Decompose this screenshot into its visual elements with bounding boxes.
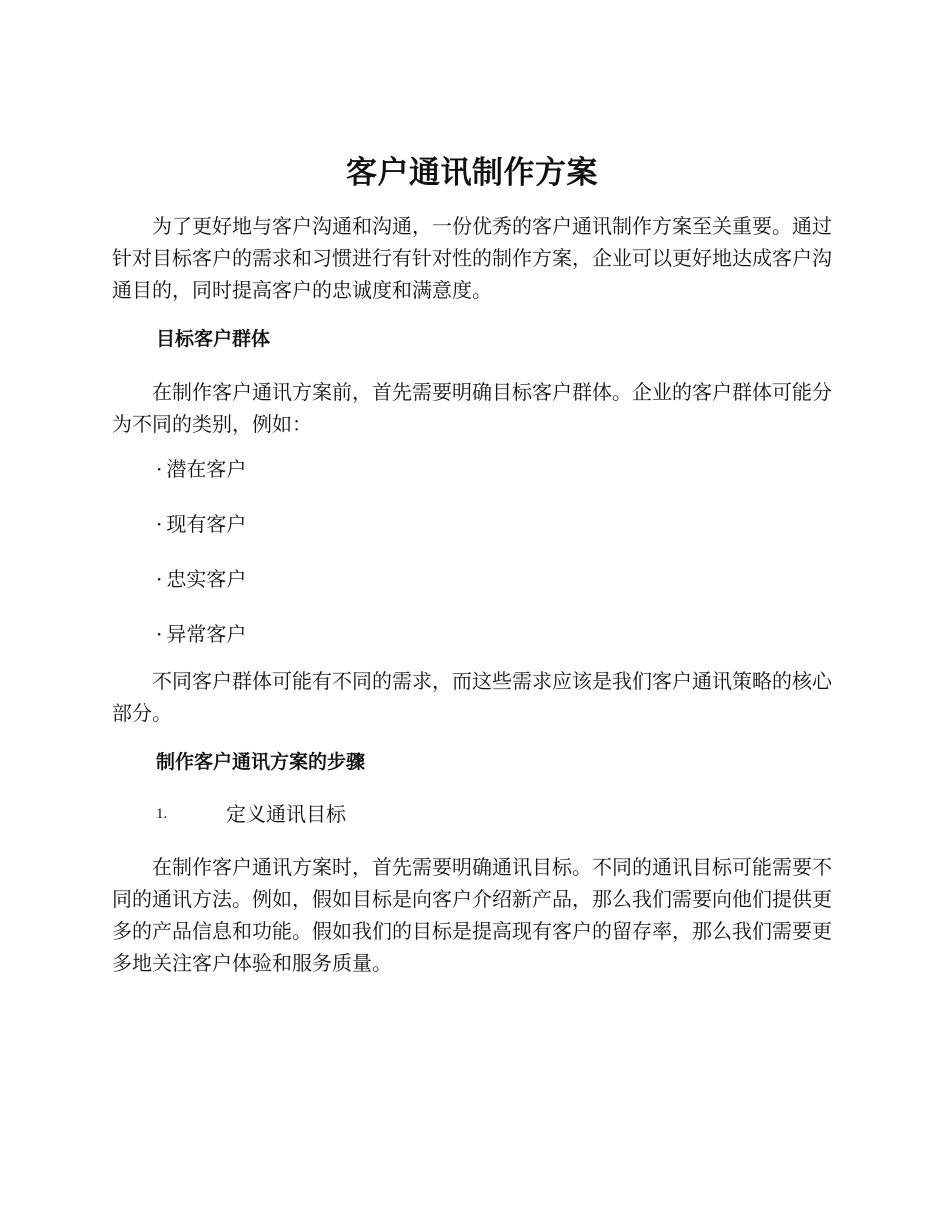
document-page xyxy=(112,150,832,993)
document-title: 客户通讯制作方案 xyxy=(346,155,598,191)
bullet-icon: · xyxy=(156,457,163,481)
list-item xyxy=(112,564,832,594)
target-customers-paragraph: 在制作客户通讯方案前，首先需要明确目标客户群体。企业的客户群体可能分为不同的类别，例如： xyxy=(112,380,832,436)
bullet-icon: · xyxy=(156,622,163,646)
step-label: 定义通讯目标 xyxy=(226,802,346,826)
list-item-label: 潜在客户 xyxy=(166,457,247,481)
section-heading-steps: 制作客户通讯方案的步骤 xyxy=(156,751,366,773)
list-item xyxy=(112,619,832,649)
list-item-label: 忠实客户 xyxy=(166,567,247,591)
list-item-label: 现有客户 xyxy=(166,512,247,536)
numbered-step xyxy=(112,799,832,829)
list-item xyxy=(112,509,832,539)
step-number: 1. xyxy=(156,806,168,822)
customer-type-list xyxy=(112,454,832,649)
customer-needs-paragraph: 不同客户群体可能有不同的需求，而这些需求应该是我们客户通讯策略的核心部分。 xyxy=(112,669,832,725)
bullet-icon: · xyxy=(156,567,163,591)
section-heading-target-customers: 目标客户群体 xyxy=(156,328,271,350)
intro-paragraph: 为了更好地与客户沟通和沟通，一份优秀的客户通讯制作方案至关重要。通过针对目标客户的需求和习惯进行有针对性的制作方案，企业可以更好地达成客户沟通目的，同时提高客户的忠诚度和满意度。 xyxy=(112,214,832,302)
list-item xyxy=(112,454,832,484)
list-item-label: 异常客户 xyxy=(166,622,247,646)
bullet-icon: · xyxy=(156,512,163,536)
communication-goal-paragraph: 在制作客户通讯方案时，首先需要明确通讯目标。不同的通讯目标可能需要不同的通讯方法。例如，假如目标是向客户介绍新产品，那么我们需要向他们提供更多的产品信息和功能。假如我们的目标是提高现有客户的留存率，那么我们需要更多地关注客户体验和服务质量。 xyxy=(112,855,832,975)
